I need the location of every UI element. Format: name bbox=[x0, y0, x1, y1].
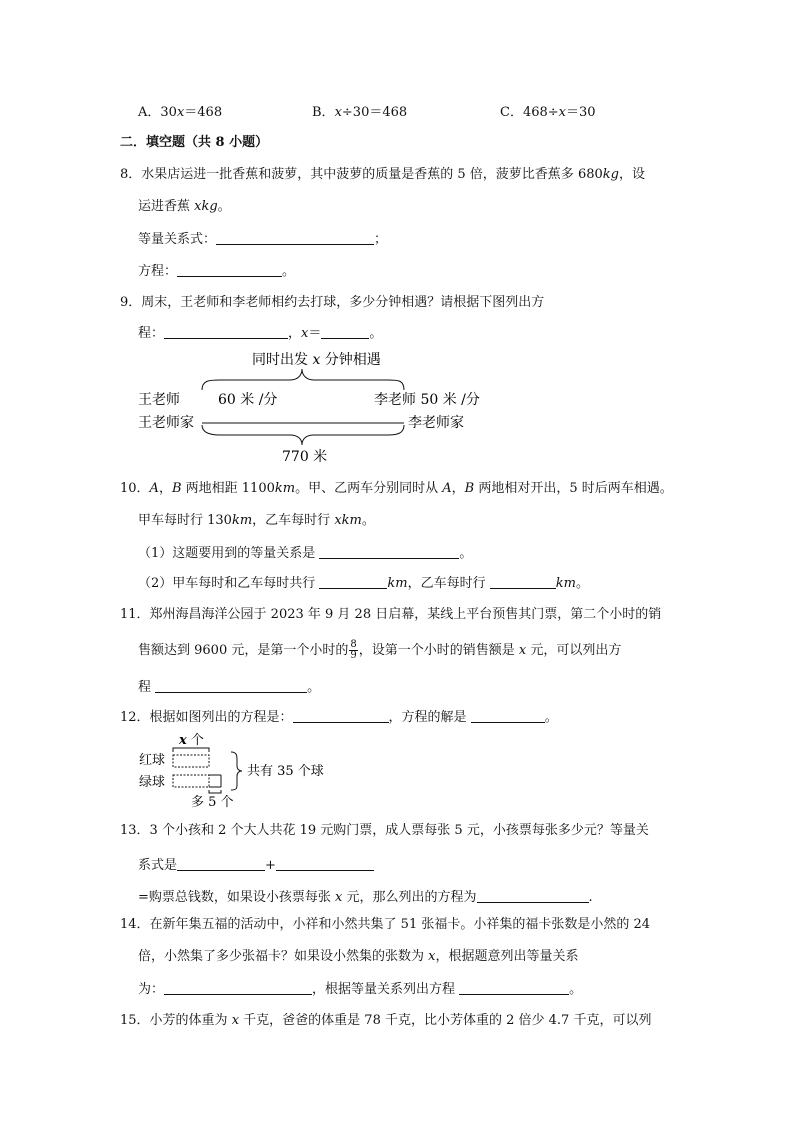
q10-relation-blank[interactable] bbox=[319, 544, 459, 559]
q9-equation-blank[interactable] bbox=[164, 324, 288, 339]
q15-line1: 15．小芳的体重为 x 千克，爸爸的体重是 78 千克，比小芳体重的 2 倍少 4.7 千克，可以列 bbox=[120, 1013, 652, 1028]
q12-x-bracket bbox=[173, 748, 209, 752]
q9-top-label: 同时出发 x 分钟相遇 bbox=[252, 352, 381, 368]
q9-line2: 程： ，x＝ 。 bbox=[138, 326, 383, 341]
q9-li-home: 李老师家 bbox=[408, 415, 464, 431]
q10-line1: 10．A，B 两地相距 1100km。甲、乙两车分别同时从 A，B 两地相对开出，5 时后两车相遇。 bbox=[120, 481, 673, 496]
q13-relation-blank-1[interactable] bbox=[177, 856, 265, 871]
q13-line2: 系式是 + bbox=[138, 856, 374, 875]
q8-equation: 方程： 。 bbox=[138, 264, 296, 279]
q12-equation-blank[interactable] bbox=[293, 708, 389, 723]
q12-more-bracket bbox=[209, 790, 221, 793]
q14-relation-blank[interactable] bbox=[164, 980, 312, 995]
q11-line1: 11．郑州海昌海洋公园于 2023 年 9 月 28 日启幕，某线上平台预售其门票，第二个小时的销 bbox=[120, 607, 662, 622]
q9-li-speed: 李老师 50 米 /分 bbox=[374, 392, 480, 408]
q11-equation-blank[interactable] bbox=[155, 678, 307, 693]
q10-sub2: （2）甲车每时和乙车每时共行 km，乙车每时行 km。 bbox=[138, 576, 589, 591]
q13-line1: 13．3 个小孩和 2 个大人共花 19 元购门票，成人票每张 5 元，小孩票每张多少元？等量关 bbox=[120, 823, 649, 838]
q14-line2: 倍，小然集了多少张福卡？如果设小然集的张数为 x，根据题意列出等量关系 bbox=[138, 949, 579, 964]
q12-solution-blank[interactable] bbox=[471, 708, 545, 723]
q11-line3: 程 。 bbox=[138, 680, 321, 695]
q8-relation-blank[interactable] bbox=[216, 230, 374, 245]
q12-ball-diagram bbox=[135, 730, 350, 810]
q9-answer-blank[interactable] bbox=[321, 324, 369, 339]
q12-total-label: 共有 35 个球 bbox=[247, 764, 324, 779]
q9-top-brace bbox=[202, 369, 404, 390]
q12-green-label: 绿球 bbox=[139, 775, 166, 790]
q12-right-brace bbox=[231, 752, 242, 790]
q9-wang-speed: 60 米 /分 bbox=[218, 392, 278, 408]
q9-wang-home: 王老师家 bbox=[138, 415, 194, 431]
q9-meeting-diagram bbox=[130, 345, 510, 470]
q9-bottom-brace bbox=[202, 425, 404, 445]
q7-option-b: B．x÷30＝468 bbox=[312, 105, 408, 120]
q10-total-speed-blank[interactable] bbox=[319, 574, 387, 589]
q12-red-label: 红球 bbox=[139, 753, 166, 768]
q7-option-c: C．468÷x＝30 bbox=[500, 105, 596, 120]
q10-sub1: （1）这题要用到的等量关系是 。 bbox=[138, 546, 473, 561]
q8-line2: 运进香蕉 xkg。 bbox=[138, 199, 231, 214]
q9-wang-label: 王老师 bbox=[138, 392, 180, 408]
q13-equation-blank[interactable] bbox=[477, 888, 589, 903]
q12-more-label: 多 5 个 bbox=[191, 795, 234, 810]
section-title: 二．填空题（共 8 小题） bbox=[120, 135, 269, 150]
q8-relation: 等量关系式： ； bbox=[138, 232, 388, 247]
q7-option-a: A．30x＝468 bbox=[138, 105, 223, 120]
q11-line2: 售额达到 9600 元，是第一个小时的 $\frac{8}{9}$ ，设第一个小时的销售额是 x 元，可以列出方 bbox=[138, 639, 622, 661]
q12-x-label: x 个 bbox=[179, 733, 204, 748]
q8-line1: 8．水果店运进一批香蕉和菠萝，其中菠萝的质量是香蕉的 5 倍，菠萝比香蕉多 680kg，设 bbox=[120, 167, 645, 182]
q10-line2: 甲车每时行 130km，乙车每时行 xkm。 bbox=[138, 513, 375, 528]
q9-line1: 9．周末，王老师和李老师相约去打球，多少分钟相遇？请根据下图列出方 bbox=[120, 295, 545, 310]
q13-relation-blank-2[interactable] bbox=[276, 856, 374, 871]
q12-green-bar bbox=[173, 775, 209, 787]
q12-red-bar bbox=[173, 755, 209, 767]
q13-line3: =购票总钱数，如果设小孩票每张 x 元，那么列出的方程为 . bbox=[138, 890, 593, 905]
q8-equation-blank[interactable] bbox=[177, 262, 282, 277]
q14-line3: 为： ，根据等量关系列出方程 。 bbox=[138, 982, 583, 997]
q10-car-b-speed-blank[interactable] bbox=[490, 574, 556, 589]
q12-line: 12．根据如图列出的方程是： ，方程的解是 。 bbox=[120, 710, 558, 725]
q11-fraction: $\frac{8}{9}$ bbox=[350, 639, 357, 661]
q14-equation-blank[interactable] bbox=[459, 980, 569, 995]
q9-distance: 770 米 bbox=[282, 449, 328, 465]
q14-line1: 14．在新年集五福的活动中，小祥和小然共集了 51 张福卡。小祥集的福卡张数是小然的 24 bbox=[120, 917, 651, 932]
